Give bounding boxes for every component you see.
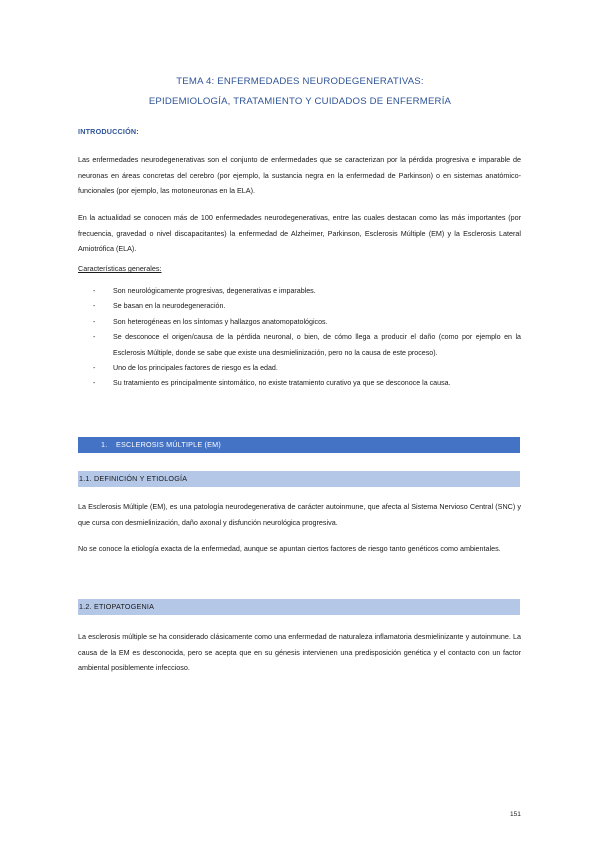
intro-paragraph-2: En la actualidad se conocen más de 100 enfermedades neurodegenerativas, entre las cuales destacan como las más importantes (por frecuencia, gravedad o nivel discapacitantes) la enfermedad de Alzheimer, Parkinson, Esclerosis Múltiple (EM) y la Esclerosis Lateral Amiotrófica (ELA). [78,213,521,254]
list-item-text: Son heterogéneas en los síntomas y hallazgos anatomopatológicos. [113,317,328,326]
page-number: 151 [510,811,521,818]
section-1-1-heading-bar [78,471,520,487]
section-1-2-heading-bar [78,599,520,615]
section-1-title: ESCLEROSIS MÚLTIPLE (EM) [116,440,221,449]
bullet-marker: - [93,333,96,342]
bullet-marker: - [93,287,96,295]
list-item-text: Se desconoce el origen/causa de la pérdida neuronal, o bien, de cómo llega a producir el daño (como por ejemplo en la Esclerosis Múltiple, donde se sabe que existe una desmielinización, pero no la causa de este proceso). [113,333,521,357]
list-item [78,315,521,330]
document-title-line1: TEMA 4: ENFERMEDADES NEURODEGENERATIVAS: [176,76,424,87]
list-item [78,330,521,361]
list-item-text: Se basan en la neurodegeneración. [113,302,226,311]
section-1-1-paragraph-2: No se conoce la etiología exacta de la enfermedad, aunque se apuntan ciertos factores de riesgo tanto genéticos como ambientales. [78,544,501,553]
section-1-heading-bar [78,437,520,453]
list-item-text: Su tratamiento es principalmente sintomático, no existe tratamiento curativo ya que se desconoce la causa. [113,379,451,388]
list-item [78,361,521,376]
characteristics-heading: Características generales: [78,264,162,273]
bullet-marker: - [93,302,96,311]
section-1-number: 1. [101,440,108,449]
list-item-text: Uno de los principales factores de riesgo es la edad. [113,364,278,373]
characteristics-list [78,284,521,392]
section-1-1-paragraph-1: La Esclerosis Múltiple (EM), es una patología neurodegenerativa de carácter autoinmune, que afecta al Sistema Nervioso Central (SNC) y que cursa con desmielinización, daño axonal y disfunción neurológica progresiva. [78,502,521,527]
section-1-1-title: 1.1. DEFINICIÓN Y ETIOLOGÍA [79,474,188,483]
document-title-line2: EPIDEMIOLOGÍA, TRATAMIENTO Y CUIDADOS DE ENFERMERÍA [148,96,452,107]
section-1-2-paragraph-1: La esclerosis múltiple se ha considerado clásicamente como una enfermedad de naturaleza inflamatoria desmielinizante y autoinmune. La causa de la EM es desconocida, pero se acepta que en su génesis intervienen una predisposición genética y el contacto con un factor ambiental posiblemente infeccioso. [78,632,521,673]
bullet-marker: - [93,379,96,388]
section-1-2-title: 1.2. ETIOPATOGENIA [79,602,155,611]
list-item [78,284,521,299]
list-item [78,376,521,391]
intro-heading: INTRODUCCIÓN: [78,127,139,136]
list-item-text: Son neurológicamente progresivas, degenerativas e imparables. [113,287,316,295]
intro-paragraph-1: Las enfermedades neurodegenerativas son el conjunto de enfermedades que se caracterizan por la pérdida progresiva e imparable de neuronas en áreas concretas del cerebro (por ejemplo, la sustancia negra en la enfermedad de Parkinson) o en sistemas anatómico-funcionales (por ejemplo, las motoneuronas en la ELA). [78,155,521,196]
bullet-marker: - [93,364,96,373]
list-item [78,299,521,314]
bullet-marker: - [93,317,96,326]
